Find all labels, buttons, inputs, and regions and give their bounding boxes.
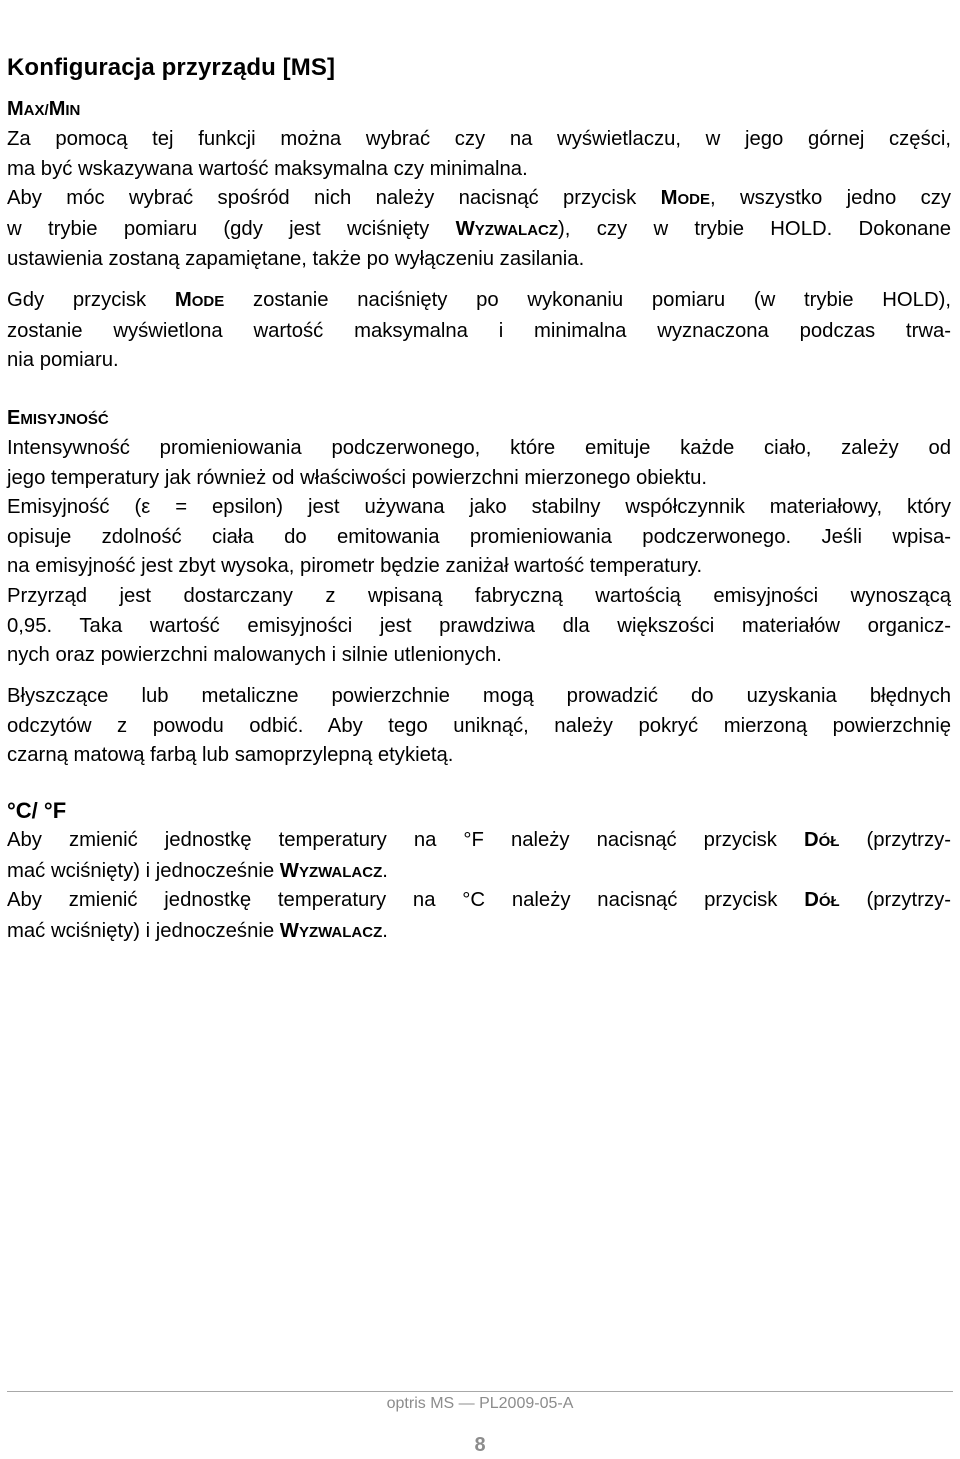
key-name-trigger-rest: YZWALACZ [298, 923, 383, 941]
text-line: Intensywność promieniowania podczerwonego, które emituje każde ciało, zależy od [7, 437, 951, 459]
key-name-mode: M [174, 289, 192, 311]
section-heading-emissivity [7, 404, 109, 434]
key-name-mode-rest: ODE [191, 293, 225, 310]
text-line [7, 826, 951, 857]
text-line: Przyrząd jest dostarczany z wpisaną fabryczną wartością emisyjności wynoszącą [7, 584, 951, 607]
key-name-down-rest: ÓŁ [818, 833, 840, 850]
text-run: mać wciśnięty) i jednocześnie [7, 919, 280, 942]
text-line: ma być wskazywana wartość maksymalna czy minimalna. [7, 157, 528, 180]
text-line: nia pomiaru. [7, 349, 119, 372]
key-name-down: D [803, 829, 819, 851]
section-heading-maxmin [7, 95, 80, 125]
text-line [7, 857, 951, 888]
key-name-down-rest: ÓŁ [818, 893, 840, 910]
text-line: ustawienia zostaną zapamiętane, także po wyłączeniu zasilania. [7, 248, 585, 271]
text-run: Gdy przycisk [7, 289, 175, 311]
key-name-trigger: W [279, 919, 299, 942]
key-name-mode-rest: ODE [677, 191, 710, 209]
maxmin-paragraph-2 [7, 286, 951, 376]
maxmin-paragraph-1 [7, 125, 951, 275]
heading-part: E [7, 407, 21, 429]
footer-doc-id: optris MS — PL2009-05-A [386, 1395, 574, 1412]
units-paragraph-2 [7, 886, 951, 947]
text-line [7, 917, 951, 948]
footer-divider [7, 1391, 953, 1392]
key-name-down: D [804, 889, 819, 911]
key-name-mode: M [660, 187, 678, 210]
section-heading-units: °C/ °F [7, 798, 67, 823]
text-line: Za pomocą tej funkcji można wybrać czy na wyświetlaczu, w jego górnej części, [7, 128, 951, 150]
text-line: czarną matową farbą lub samoprzylepną etykietą. [7, 744, 454, 767]
text-run: (przytrzy- [839, 889, 951, 911]
text-line: jego temperatury jak również od właściwości powierzchni mierzonego obiektu. [7, 466, 708, 489]
text-run: (przytrzy- [839, 829, 951, 851]
heading-part: M [48, 98, 66, 120]
heading-part: IN [65, 102, 81, 119]
heading-part: MISYJNOŚĆ [20, 411, 109, 428]
emissivity-paragraph-2 [7, 682, 951, 771]
emissivity-paragraph-1 [7, 434, 951, 671]
text-run: Aby zmienić jednostkę temperatury na °C należy nacisnąć przycisk [7, 889, 805, 911]
text-line: odczytów z powodu odbić. Aby tego uniknąć, należy pokryć mierzoną powierzchnię [7, 714, 951, 737]
text-run: w trybie pomiaru (gdy jest wciśnięty [7, 217, 456, 240]
units-paragraph-1 [7, 826, 951, 887]
text-line: opisuje zdolność ciała do emitowania promieniowania podczerwonego. Jeśli wpisa- [7, 525, 951, 548]
text-run: ), czy w trybie HOLD. Dokonane [558, 217, 952, 240]
text-run: Aby zmienić jednostkę temperatury na °F należy nacisnąć przycisk [7, 829, 804, 851]
key-name-trigger-rest: YZWALACZ [298, 863, 383, 881]
key-name-trigger-rest: YZWALACZ [474, 221, 559, 239]
page-number: 8 [474, 1434, 486, 1456]
text-line [7, 215, 951, 246]
page-title: Konfiguracja przyrządu [MS] [7, 54, 336, 81]
text-line: 0,95. Taka wartość emisyjności jest prawdziwa dla większości materiałów organicz- [7, 614, 951, 637]
text-line: Emisyjność (ε = epsilon) jest używana jako stabilny współczynnik materiałowy, który [7, 496, 951, 519]
key-name-trigger: W [279, 859, 299, 882]
key-name-trigger: W [455, 217, 475, 240]
text-run: Aby móc wybrać spośród nich należy nacisnąć przycisk [7, 187, 661, 210]
text-line [7, 286, 951, 317]
text-run: . [382, 919, 388, 942]
text-run: , wszystko jedno czy [710, 187, 951, 210]
text-run: . [382, 859, 388, 882]
text-line: zostanie wyświetlona wartość maksymalna i minimalna wyznaczona podczas trwa- [7, 319, 951, 342]
text-run: mać wciśnięty) i jednocześnie [7, 859, 280, 882]
heading-part: M [7, 98, 24, 120]
heading-part: AX/ [23, 102, 49, 119]
text-line [7, 184, 951, 215]
text-run: zostanie naciśnięty po wykonaniu pomiaru (w trybie HOLD), [224, 289, 951, 311]
text-line [7, 886, 951, 917]
text-line: na emisyjność jest zbyt wysoka, pirometr będzie zaniżał wartość temperatury. [7, 555, 703, 578]
text-line: Błyszczące lub metaliczne powierzchnie mogą prowadzić do uzyskania błędnych [7, 685, 951, 707]
text-line: nych oraz powierzchni malowanych i silnie utlenionych. [7, 644, 502, 667]
